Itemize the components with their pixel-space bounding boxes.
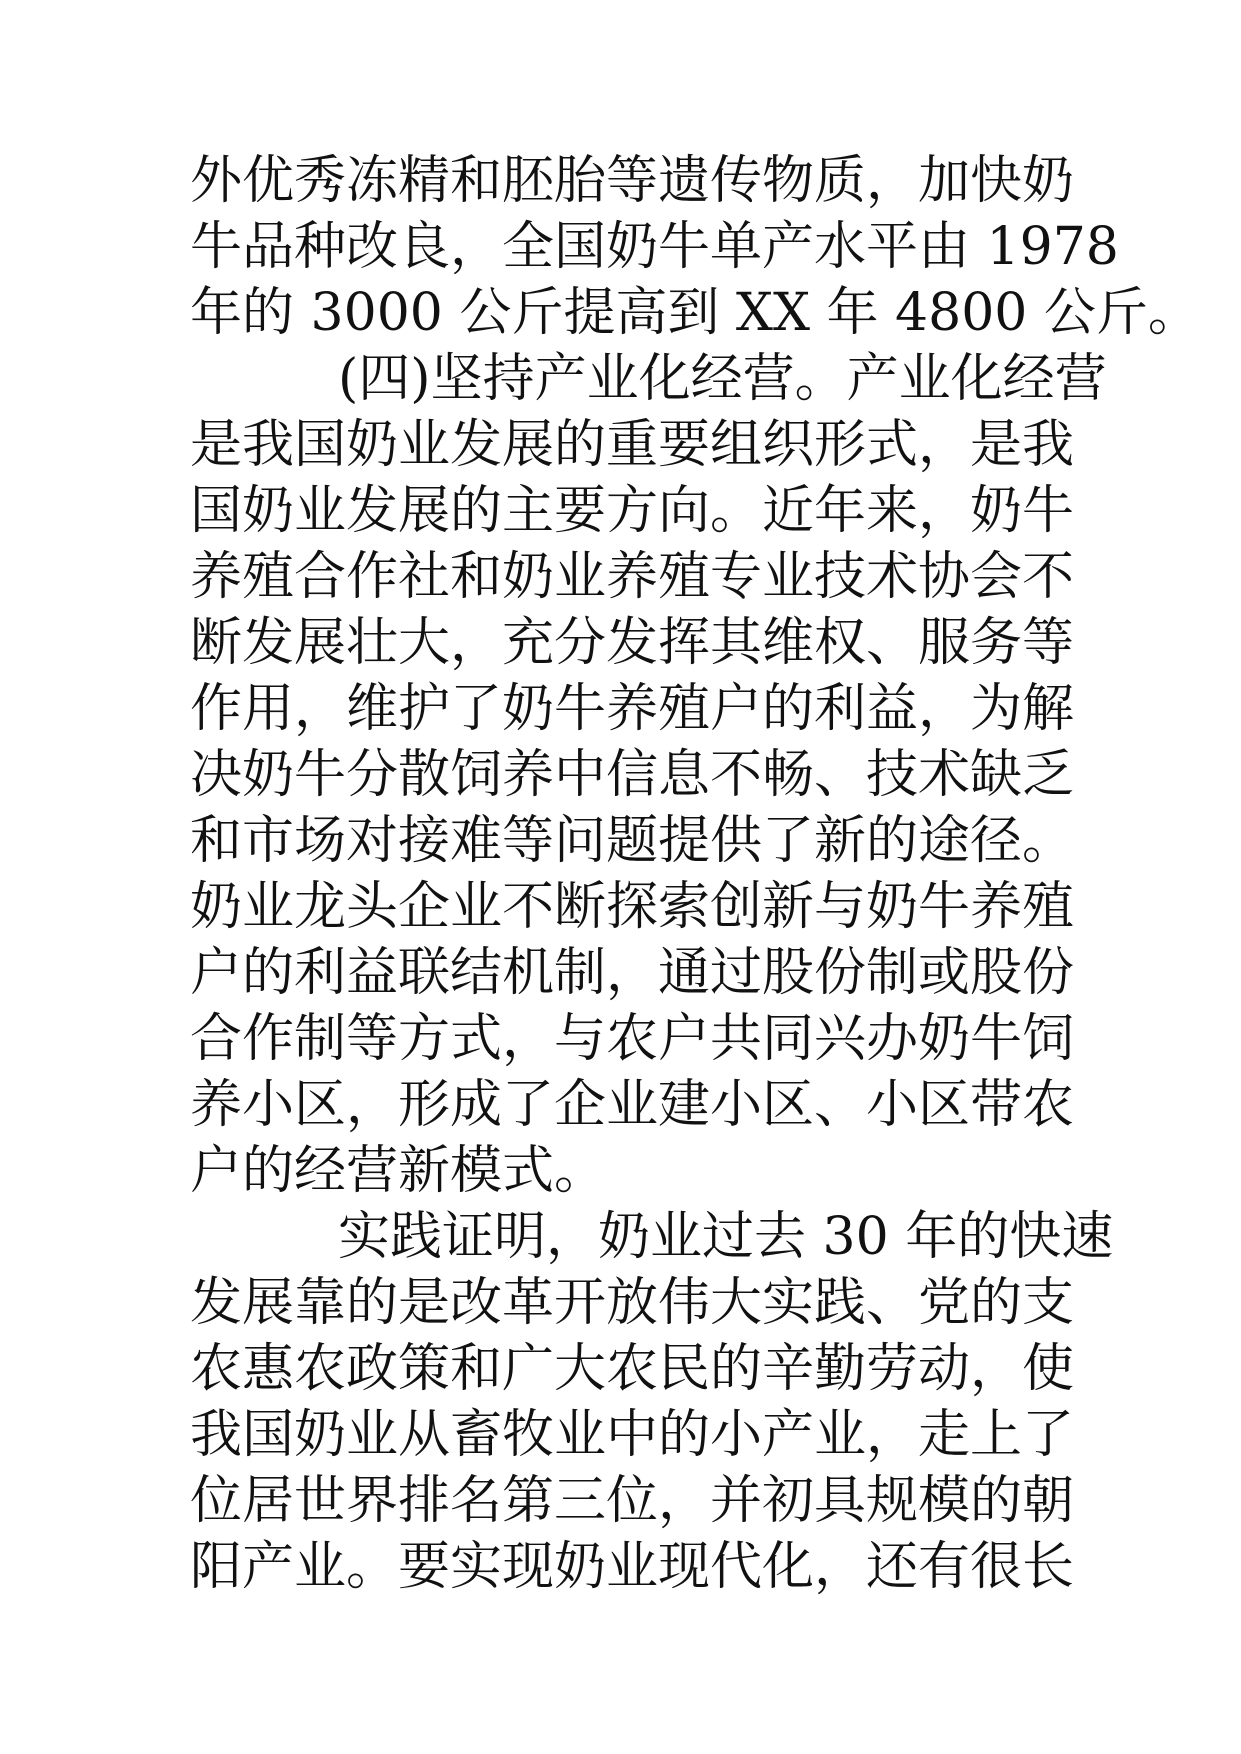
- text-line: 决奶牛分散饲养中信息不畅、技术缺乏: [190, 745, 1075, 805]
- text-line: 年的 3000 公斤提高到 XX 年 4800 公斤。: [190, 283, 1200, 343]
- text-line: 户的利益联结机制，通过股份制或股份: [190, 943, 1075, 1003]
- text-line: 阳产业。要实现奶业现代化，还有很长: [190, 1537, 1075, 1597]
- text-line: 农惠农政策和广大农民的辛勤劳动，使: [190, 1339, 1075, 1399]
- text-line: 国奶业发展的主要方向。近年来，奶牛: [190, 481, 1075, 541]
- text-line: 牛品种改良，全国奶牛单产水平由 1978: [190, 217, 1119, 277]
- text-line: 养殖合作社和奶业养殖专业技术协会不: [190, 547, 1075, 607]
- text-line: 合作制等方式，与农户共同兴办奶牛饲: [190, 1009, 1075, 1069]
- text-line: 作用，维护了奶牛养殖户的利益，为解: [190, 679, 1075, 739]
- text-line: 断发展壮大，充分发挥其维权、服务等: [190, 613, 1075, 673]
- text-line: 养小区，形成了企业建小区、小区带农: [190, 1075, 1075, 1135]
- text-line: 位居世界排名第三位，并初具规模的朝: [190, 1471, 1075, 1531]
- text-line: 发展靠的是改革开放伟大实践、党的支: [190, 1273, 1075, 1333]
- paragraph-end-line: 户的经营新模式。: [190, 1141, 607, 1201]
- paragraph-start-line: (四)坚持产业化经营。产业化经营: [338, 349, 1107, 409]
- text-line: 是我国奶业发展的重要组织形式，是我: [190, 415, 1075, 475]
- text-line: 和市场对接难等问题提供了新的途径。: [190, 811, 1075, 871]
- paragraph-start-line: 实践证明，奶业过去 30 年的快速: [338, 1207, 1114, 1267]
- body-text: [190, 148, 1200, 1600]
- text-line: 外优秀冻精和胚胎等遗传物质，加快奶: [190, 151, 1075, 211]
- text-line: 我国奶业从畜牧业中的小产业，走上了: [190, 1405, 1075, 1465]
- text-line: 奶业龙头企业不断探索创新与奶牛养殖: [190, 877, 1075, 937]
